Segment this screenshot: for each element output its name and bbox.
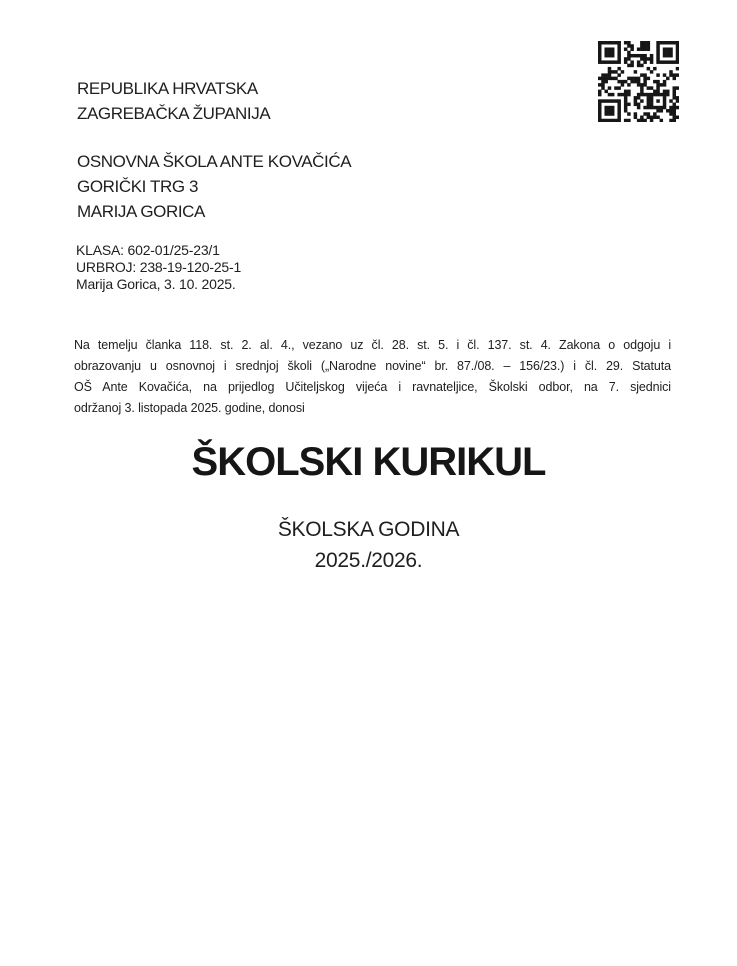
qr-code-icon bbox=[598, 41, 679, 122]
reference-block bbox=[76, 242, 241, 293]
urbroj-number: URBROJ: 238-19-120-25-1 bbox=[76, 259, 242, 275]
place-and-date: Marija Gorica, 3. 10. 2025. bbox=[76, 276, 236, 292]
school-year-label: ŠKOLSKA GODINA bbox=[277, 518, 460, 541]
legal-paragraph-line-4: održanoj 3. listopada 2025. godine, donosi bbox=[74, 401, 305, 415]
school-header bbox=[77, 149, 351, 224]
school-year-value: 2025./2026. bbox=[314, 549, 423, 572]
county-name: ZAGREBAČKA ŽUPANIJA bbox=[77, 104, 271, 123]
legal-paragraph-line-2: obrazovanju u osnovnoj i srednjoj školi („Narodne novine“ br. 87./08. – 156/23.) i čl. 29. Statuta bbox=[74, 359, 671, 373]
document-title: ŠKOLSKI KURIKUL bbox=[191, 440, 546, 484]
school-city: MARIJA GORICA bbox=[77, 202, 205, 221]
legal-paragraph-line-1: Na temelju članka 118. st. 2. al. 4., vezano uz čl. 28. st. 5. i čl. 137. st. 4. Zakona o odgoju i bbox=[74, 338, 671, 352]
state-header bbox=[77, 76, 270, 126]
country-name: REPUBLIKA HRVATSKA bbox=[77, 79, 258, 98]
legal-paragraph bbox=[74, 335, 671, 419]
klasa-number: KLASA: 602-01/25-23/1 bbox=[76, 242, 220, 258]
legal-paragraph-line-3: OŠ Ante Kovačića, na prijedlog Učiteljskog vijeća i ravnateljice, Školski odbor, na 7. sjednici bbox=[74, 380, 671, 394]
subtitle-block bbox=[0, 514, 737, 576]
school-name: OSNOVNA ŠKOLA ANTE KOVAČIĆA bbox=[77, 152, 352, 171]
school-street-address: GORIČKI TRG 3 bbox=[77, 177, 199, 196]
